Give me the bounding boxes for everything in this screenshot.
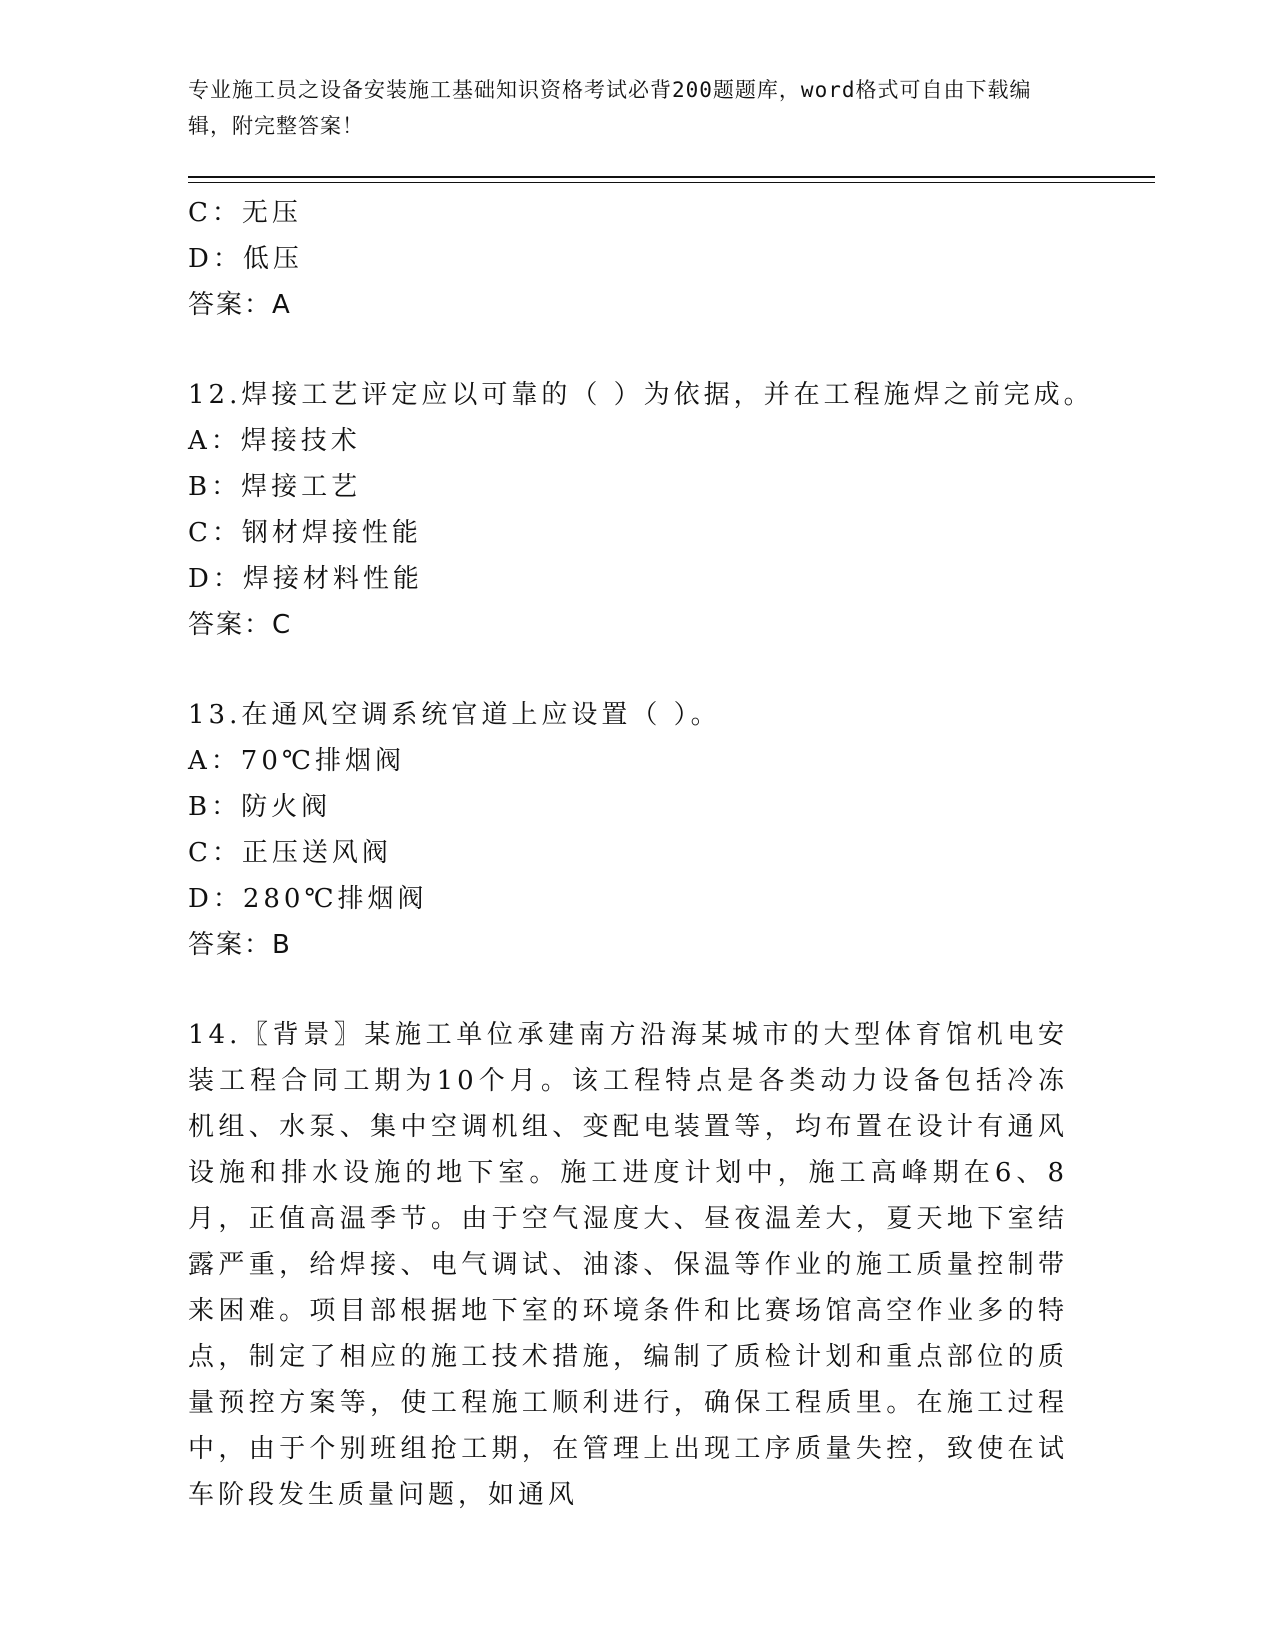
- q12-option-a: A：焊接技术: [188, 426, 361, 456]
- header-text: 专业施工员之设备安装施工基础知识资格考试必背200题题库，word格式可自由下载编辑，附完整答案！: [188, 78, 1032, 138]
- q14-background-text: 14.〖背景〗某施工单位承建南方沿海某城市的大型体育馆机电安装工程合同工期为10个月。该工程特点是各类动力设备包括冷冻机组、水泵、集中空调机组、变配电装置等，均布置在设计有通风设施和排水设施的地下室。施工进度计划中，施工高峰期在6、8月，正值高温季节。由于空气湿度大、昼夜温差大，夏天地下室结露严重，给焊接、电气调试、油漆、保温等作业的施工质量控制带来困难。项目部根据地下室的环境条件和比赛场馆高空作业多的特点，制定了相应的施工技术措施，编制了质检计划和重点部位的质量预控方案等，使工程施工顺利进行，确保工程质里。在施工过程中，由于个别班组抢工期，在管理上出现工序质量失控，致使在试车阶段发生质量问题，如通风: [188, 1020, 1068, 1510]
- spacer: [188, 648, 1088, 692]
- q12-option-d: D：焊接材料性能: [188, 564, 423, 594]
- spacer: [188, 328, 1088, 372]
- q12-stem: 12.焊接工艺评定应以可靠的（ ）为依据，并在工程施焊之前完成。: [188, 380, 1094, 410]
- q13-option-a: A：70℃排烟阀: [188, 746, 405, 776]
- q11-option-d: D：低压: [188, 244, 303, 274]
- q13-option-b: B：防火阀: [188, 792, 332, 822]
- q11-option-c: C：无压: [188, 198, 302, 228]
- q13-option-c: C：正压送风阀: [188, 838, 392, 868]
- q12-answer: 答案：C: [188, 610, 293, 640]
- q13-answer: 答案：B: [188, 930, 292, 960]
- q12-option-b: B：焊接工艺: [188, 472, 362, 502]
- q13-stem: 13.在通风空调系统官道上应设置（ ）。: [188, 700, 721, 730]
- question-content: [188, 190, 1094, 1518]
- q11-answer: 答案：A: [188, 290, 292, 320]
- header-divider-thin: [188, 182, 1155, 183]
- q13-option-d: D：280℃排烟阀: [188, 884, 428, 914]
- q12-option-c: C：钢材焊接性能: [188, 518, 422, 548]
- spacer: [188, 968, 1088, 1012]
- page-header: [188, 72, 1068, 144]
- header-divider: [188, 176, 1155, 178]
